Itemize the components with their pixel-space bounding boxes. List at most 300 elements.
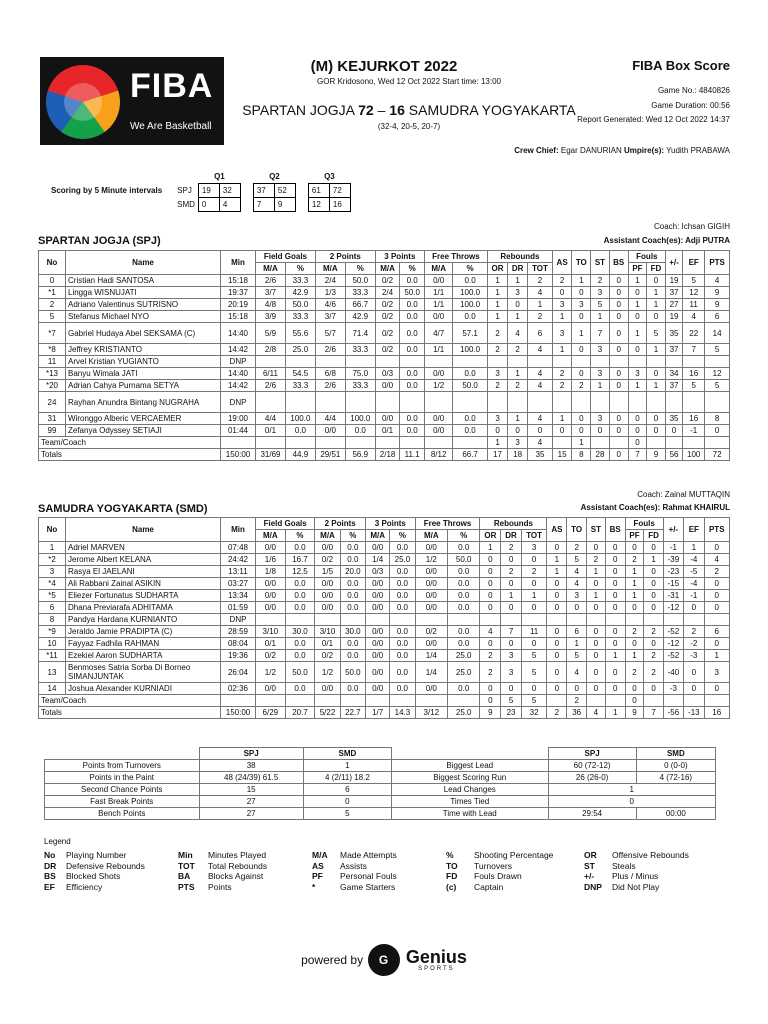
empty-cell xyxy=(683,437,705,449)
stat-cell: 0 xyxy=(605,602,625,614)
empty-cell xyxy=(567,614,587,626)
empty-cell xyxy=(628,356,646,368)
stat-cell: 1/8 xyxy=(256,566,286,578)
stat-cell: 2 xyxy=(625,626,644,638)
col-ft: Free Throws xyxy=(415,518,480,530)
stat-cell: 1 xyxy=(647,344,666,356)
empty-cell xyxy=(45,748,200,760)
stat-cell: 0 xyxy=(605,590,625,602)
stat-cell: 4 xyxy=(528,437,553,449)
stat-cell: 2 xyxy=(508,380,528,392)
col-pts: PTS xyxy=(704,518,729,542)
stat-cell: 14:40 xyxy=(221,323,256,344)
col-3p: 3 Points xyxy=(366,518,416,530)
stat-cell: 1 xyxy=(628,380,646,392)
stat-cell: 0/0 xyxy=(424,311,452,323)
col-ma: M/A xyxy=(315,263,345,275)
game-stats-summary xyxy=(391,747,716,820)
stat-cell: 0 xyxy=(704,602,729,614)
col-min: Min xyxy=(221,518,256,542)
stat-cell: 0.0 xyxy=(390,638,415,650)
stat-cell: 4 xyxy=(704,554,729,566)
player-number: *5 xyxy=(39,590,66,602)
stat-cell: 72 xyxy=(705,449,730,461)
stat-cell: 0 xyxy=(548,796,716,808)
legend-abbr: +/- xyxy=(584,871,595,881)
table-row xyxy=(39,275,730,287)
legend xyxy=(44,850,722,892)
col-pts: PTS xyxy=(705,251,730,275)
stat-cell: 3 xyxy=(591,287,609,299)
stat-cell: 0 xyxy=(644,590,663,602)
player-number: 1 xyxy=(39,542,66,554)
stat-cell: 12 xyxy=(683,287,705,299)
stat-cell: 0 xyxy=(647,368,666,380)
stat-cell: 7 xyxy=(591,323,609,344)
stat-cell: 0 xyxy=(625,542,644,554)
stat-cell: 0 xyxy=(587,638,606,650)
stat-cell: 1 xyxy=(487,437,507,449)
col-no: No xyxy=(39,518,66,542)
empty-cell xyxy=(375,392,400,413)
stat-cell: 2 xyxy=(487,344,507,356)
stat-cell: 75.0 xyxy=(345,368,375,380)
stat-cell: 5 xyxy=(647,323,666,344)
stat-cell: 17 xyxy=(487,449,507,461)
legend-desc: Fouls Drawn xyxy=(474,871,522,881)
empty-cell xyxy=(315,392,345,413)
stat-cell: 1 xyxy=(628,299,646,311)
stat-cell: 0 xyxy=(609,299,628,311)
stat-cell: 0.0 xyxy=(340,638,365,650)
empty-cell xyxy=(340,695,365,707)
stat-cell: 2 xyxy=(684,626,704,638)
stat-cell: 50.0 xyxy=(340,662,365,683)
player-name: Zefanya Odyssey SETIAJI xyxy=(66,425,221,437)
stat-cell: 1 xyxy=(625,566,644,578)
col-reb: Rebounds xyxy=(487,251,552,263)
stat-cell: 3 xyxy=(567,590,587,602)
stat-cell: 0 xyxy=(547,662,567,683)
stat-cell: -52 xyxy=(663,650,683,662)
empty-cell xyxy=(665,392,682,413)
stat-cell: 27 xyxy=(199,808,303,820)
stat-cell: 0/3 xyxy=(375,368,400,380)
stat-cell: 100.0 xyxy=(285,413,315,425)
stat-cell: 3 xyxy=(508,437,528,449)
stat-cell: 0 xyxy=(609,311,628,323)
stat-cell: 26 (26-0) xyxy=(548,772,636,784)
stat-cell: 4/8 xyxy=(256,299,286,311)
stat-cell: -12 xyxy=(663,602,683,614)
venue-info: GOR Kridosono, Wed 12 Oct 2022 Start time: 13:00 xyxy=(317,77,501,86)
empty-cell xyxy=(665,437,682,449)
stat-cell: 0 xyxy=(644,566,663,578)
team1-assistant: Assistant Coach(es): Adji PUTRA xyxy=(603,236,730,245)
legend-desc: Captain xyxy=(474,881,504,892)
empty-cell xyxy=(453,392,488,413)
table-row xyxy=(39,590,730,602)
empty-cell xyxy=(448,614,480,626)
col-team: SMD xyxy=(636,748,715,760)
stat-cell: 1 xyxy=(628,323,646,344)
stat-cell: -1 xyxy=(663,542,683,554)
stat-cell: 3 xyxy=(487,368,507,380)
stat-cell: 24:42 xyxy=(221,554,256,566)
stat-cell: 1 xyxy=(587,566,606,578)
empty-cell xyxy=(552,356,571,368)
stat-cell: 4/6 xyxy=(315,299,345,311)
stat-cell: 1 xyxy=(605,650,625,662)
stat-cell: 1/4 xyxy=(415,662,447,683)
table-row xyxy=(392,808,716,820)
stat-cell: 60 (72-12) xyxy=(548,760,636,772)
col-as: AS xyxy=(547,518,567,542)
empty-cell xyxy=(501,614,521,626)
stat-cell: 0/0 xyxy=(415,542,447,554)
stat-cell: 0 xyxy=(647,311,666,323)
stat-cell: 3 xyxy=(591,368,609,380)
table-row xyxy=(39,683,730,695)
table-row xyxy=(39,578,730,590)
stat-cell: 50.0 xyxy=(345,275,375,287)
player-number: 11 xyxy=(39,356,66,368)
q1-label: Q1 xyxy=(214,171,225,181)
legend-desc: Shooting Percentage xyxy=(474,850,554,860)
stat-cell: 1 xyxy=(591,380,609,392)
empty-cell xyxy=(684,614,704,626)
col-bs: BS xyxy=(605,518,625,542)
competition-title: (M) KEJURKOT 2022 xyxy=(310,58,458,75)
stat-cell: 6/8 xyxy=(315,368,345,380)
empty-cell xyxy=(345,437,375,449)
empty-cell xyxy=(285,356,315,368)
stat-cell: -52 xyxy=(663,626,683,638)
stat-cell: 2 xyxy=(487,323,507,344)
stat-cell: 0/2 xyxy=(315,554,340,566)
stat-cell: 3 xyxy=(591,344,609,356)
stat-cell: 35 xyxy=(665,413,682,425)
stat-cell: 0 xyxy=(480,638,501,650)
col-fd: FD xyxy=(647,263,666,275)
empty-cell xyxy=(683,356,705,368)
stat-cell: 5 xyxy=(683,380,705,392)
stat-cell: 2 xyxy=(572,380,591,392)
stat-cell: 0/0 xyxy=(415,638,447,650)
table-row xyxy=(39,380,730,392)
legend-abbr: TOT xyxy=(178,860,195,871)
stat-cell: 42.9 xyxy=(345,311,375,323)
stat-cell: 55.6 xyxy=(285,323,315,344)
stat-cell: 1 xyxy=(567,638,587,650)
player-name: Arvel Kristian YUGIANTO xyxy=(66,356,221,368)
stat-cell: 4 xyxy=(567,578,587,590)
player-minutes: DNP xyxy=(221,614,256,626)
col-tot: TOT xyxy=(528,263,553,275)
legend-desc: Turnovers xyxy=(474,860,512,871)
team-coach-row xyxy=(39,437,730,449)
stat-cell: 25.0 xyxy=(390,554,415,566)
col-ma: M/A xyxy=(256,263,286,275)
table-row xyxy=(39,287,730,299)
stat-cell: 0.0 xyxy=(400,323,425,344)
empty-cell xyxy=(340,614,365,626)
player-name: Adrian Cahya Purnama SETYA xyxy=(66,380,221,392)
stat-cell: 6 xyxy=(567,626,587,638)
stat-cell: 25.0 xyxy=(448,662,480,683)
col-tot: TOT xyxy=(521,530,547,542)
stat-cell: 0/0 xyxy=(366,650,390,662)
stat-cell: -15 xyxy=(663,578,683,590)
stat-cell: 20:19 xyxy=(221,299,256,311)
col-ef: EF xyxy=(683,251,705,275)
stat-cell: 48 (24/39) 61.5 xyxy=(199,772,303,784)
team-coach-label: Team/Coach xyxy=(39,437,221,449)
col-team: SPJ xyxy=(548,748,636,760)
stat-cell: 0/0 xyxy=(375,413,400,425)
stat-cell: 0.0 xyxy=(390,626,415,638)
stat-cell: 0 xyxy=(547,626,567,638)
player-name: Fayyaz Fadhila RAHMAN xyxy=(66,638,221,650)
legend-desc: Did Not Play xyxy=(612,881,660,892)
legend-desc: Personal Fouls xyxy=(340,871,397,881)
stat-cell: 0 xyxy=(609,275,628,287)
stat-cell: 0 xyxy=(547,578,567,590)
stat-cell: 0 xyxy=(644,578,663,590)
stat-cell: 0 xyxy=(625,695,644,707)
stat-cell: 0 xyxy=(605,578,625,590)
stat-cell: -23 xyxy=(663,566,683,578)
col-pm: +/- xyxy=(665,251,682,275)
stat-cell: 0/0 xyxy=(366,542,390,554)
stat-cell: 0 xyxy=(572,425,591,437)
stat-cell: 0.0 xyxy=(340,554,365,566)
stat-cell: 3/12 xyxy=(415,707,447,719)
player-name: Benmoses Satria Sorba Di Borneo SIMANJUNTAK xyxy=(66,662,221,683)
stat-cell: 0 xyxy=(587,542,606,554)
stat-cell: 4 xyxy=(587,707,606,719)
stat-cell: 2/18 xyxy=(375,449,400,461)
col-fouls: Fouls xyxy=(628,251,665,263)
player-name: Eliezer Fortunatus SUDHARTA xyxy=(66,590,221,602)
stat-cell: 0 xyxy=(705,425,730,437)
empty-cell xyxy=(315,437,345,449)
stat-cell: 2 xyxy=(625,662,644,683)
stat-cell: 56 xyxy=(665,449,682,461)
table-row xyxy=(39,638,730,650)
empty-cell xyxy=(448,695,480,707)
empty-cell xyxy=(375,356,400,368)
stat-cell: 0 xyxy=(501,602,521,614)
legend-abbr: OR xyxy=(584,850,597,860)
stat-cell: 33.3 xyxy=(285,275,315,287)
player-number: *1 xyxy=(39,287,66,299)
stat-cell: 4 xyxy=(528,368,553,380)
stat-cell: 19:00 xyxy=(221,413,256,425)
stat-cell: 8/12 xyxy=(424,449,452,461)
stat-cell: 02:36 xyxy=(221,683,256,695)
empty-cell xyxy=(605,614,625,626)
stat-cell: 0.0 xyxy=(453,311,488,323)
empty-cell xyxy=(644,695,663,707)
stat-cell: 0 xyxy=(521,638,547,650)
stat-cell: 0 xyxy=(609,323,628,344)
stat-cell: 6/11 xyxy=(256,368,286,380)
stat-cell: 2/4 xyxy=(315,275,345,287)
stat-cell: 0/0 xyxy=(415,590,447,602)
stat-cell: 0.0 xyxy=(285,590,315,602)
stat-cell: 0 xyxy=(647,413,666,425)
stat-cell: 4 xyxy=(528,344,553,356)
stat-cell: 0/0 xyxy=(256,602,286,614)
stat-cell: 0 xyxy=(625,683,644,695)
stat-label: Points in the Paint xyxy=(45,772,200,784)
stat-cell: 1/2 xyxy=(415,554,447,566)
stat-cell: 0 xyxy=(587,662,606,683)
team1-box-score xyxy=(38,250,730,461)
stat-cell: 100.0 xyxy=(453,299,488,311)
stat-cell: -2 xyxy=(684,638,704,650)
empty-cell xyxy=(453,437,488,449)
player-name: Pandya Hardana KURNIANTO xyxy=(66,614,221,626)
stat-cell: 2 xyxy=(644,626,663,638)
stat-cell: 0 xyxy=(605,626,625,638)
stat-cell: 15:18 xyxy=(221,275,256,287)
stat-cell: 0/1 xyxy=(256,638,286,650)
stat-cell: 5 xyxy=(521,695,547,707)
stat-cell: 9 xyxy=(705,287,730,299)
stat-cell: 1 xyxy=(704,650,729,662)
stat-cell: 18 xyxy=(508,449,528,461)
legend-abbr: % xyxy=(446,850,454,860)
away-team: SAMUDRA YOGYAKARTA xyxy=(408,102,576,118)
legend-abbr: FD xyxy=(446,871,458,881)
stat-cell: 0/0 xyxy=(256,578,286,590)
stat-cell: 0 xyxy=(480,602,501,614)
empty-cell xyxy=(684,695,704,707)
legend-abbr: EF xyxy=(44,881,55,892)
genius-icon: G xyxy=(368,944,400,976)
stat-cell: -1 xyxy=(684,590,704,602)
stat-cell: 5/9 xyxy=(256,323,286,344)
empty-cell xyxy=(572,356,591,368)
legend-abbr: PTS xyxy=(178,881,195,892)
stat-cell: 0.0 xyxy=(400,413,425,425)
stat-cell: 25.0 xyxy=(448,707,480,719)
empty-cell xyxy=(256,356,286,368)
stat-cell: 19:37 xyxy=(221,287,256,299)
stat-cell: 1/2 xyxy=(256,662,286,683)
player-number: *4 xyxy=(39,578,66,590)
umpire: Yudith PRABAWA xyxy=(666,146,730,155)
stat-label: Lead Changes xyxy=(392,784,549,796)
empty-cell xyxy=(587,695,606,707)
stat-cell: 1 xyxy=(625,650,644,662)
stat-cell: 1 xyxy=(625,590,644,602)
player-number: 2 xyxy=(39,299,66,311)
stat-cell: 0 xyxy=(628,287,646,299)
empty-cell xyxy=(591,437,609,449)
player-name: Jeffrey KRISTIANTO xyxy=(66,344,221,356)
table-row xyxy=(392,784,716,796)
legend-desc: Minutes Played xyxy=(208,850,267,860)
stat-cell: 0 xyxy=(587,650,606,662)
stat-cell: 3/9 xyxy=(256,311,286,323)
stat-label: Time with Lead xyxy=(392,808,549,820)
stat-cell: 3 xyxy=(487,413,507,425)
table-row xyxy=(45,784,392,796)
col-fg: Field Goals xyxy=(256,251,316,263)
stat-cell: 5/7 xyxy=(315,323,345,344)
stat-cell: 0 xyxy=(628,437,646,449)
stat-cell: 37 xyxy=(665,344,682,356)
stat-cell: 2 xyxy=(501,566,521,578)
stat-cell: 1 xyxy=(547,566,567,578)
stat-cell: 1/1 xyxy=(424,299,452,311)
player-number: 99 xyxy=(39,425,66,437)
stat-cell: 4/7 xyxy=(424,323,452,344)
stat-cell: 28:59 xyxy=(221,626,256,638)
stat-cell: 0 xyxy=(605,662,625,683)
col-or: OR xyxy=(480,530,501,542)
empty-cell xyxy=(453,356,488,368)
stat-cell: 5 xyxy=(705,344,730,356)
player-name: Adriano Valentinus SUTRISNO xyxy=(66,299,221,311)
empty-cell xyxy=(625,614,644,626)
player-name: Lingga WISNUJATI xyxy=(66,287,221,299)
stat-cell: 0/0 xyxy=(315,578,340,590)
stat-cell: 0.0 xyxy=(400,311,425,323)
stat-cell: 0/0 xyxy=(315,590,340,602)
stat-cell: 1 xyxy=(501,590,521,602)
player-name: Dhana Previarafa ADHITAMA xyxy=(66,602,221,614)
stat-cell: 2/6 xyxy=(315,344,345,356)
stat-cell: 0/2 xyxy=(375,299,400,311)
legend-abbr: M/A xyxy=(312,850,328,860)
stat-cell: 0.0 xyxy=(448,566,480,578)
stat-cell: 0/3 xyxy=(366,566,390,578)
player-number: 0 xyxy=(39,275,66,287)
stat-cell: 0.0 xyxy=(400,299,425,311)
officials: Crew Chief: Egar DANURIAN Umpire(s): Yudith PRABAWA xyxy=(514,146,730,155)
stat-cell: 0 xyxy=(572,287,591,299)
stat-cell: 0.0 xyxy=(340,542,365,554)
legend-abbr: No xyxy=(44,850,56,860)
home-team: SPARTAN JOGJA xyxy=(242,102,355,118)
stat-cell: 0 xyxy=(501,638,521,650)
stat-cell: 5 xyxy=(303,808,391,820)
stat-cell: 6 xyxy=(528,323,553,344)
stat-cell: 2 xyxy=(521,566,547,578)
team2-name: SAMUDRA YOGYAKARTA (SMD) xyxy=(38,503,208,515)
stat-cell: 22.7 xyxy=(340,707,365,719)
empty-cell xyxy=(285,437,315,449)
col-ma: M/A xyxy=(375,263,400,275)
stat-cell: 0/0 xyxy=(415,578,447,590)
scoring-intervals: Q1 Q2 Q3 Scoring by 5 Minute intervals SPJ 19 32 37 52 61 72 SMD 0 4 7 9 12 16 xyxy=(48,169,351,212)
table-row xyxy=(39,356,730,368)
stat-cell: 0 xyxy=(521,602,547,614)
stat-cell: 66.7 xyxy=(453,449,488,461)
stat-cell: 0 xyxy=(547,590,567,602)
stat-cell: 0 xyxy=(605,542,625,554)
stat-cell: 0/2 xyxy=(375,323,400,344)
empty-cell xyxy=(285,614,315,626)
stat-cell: 12 xyxy=(705,368,730,380)
stat-cell: 0 xyxy=(501,578,521,590)
team2-assistant: Assistant Coach(es): Rahmat KHAIRUL xyxy=(580,503,730,512)
stat-cell: 4 (72-16) xyxy=(636,772,715,784)
